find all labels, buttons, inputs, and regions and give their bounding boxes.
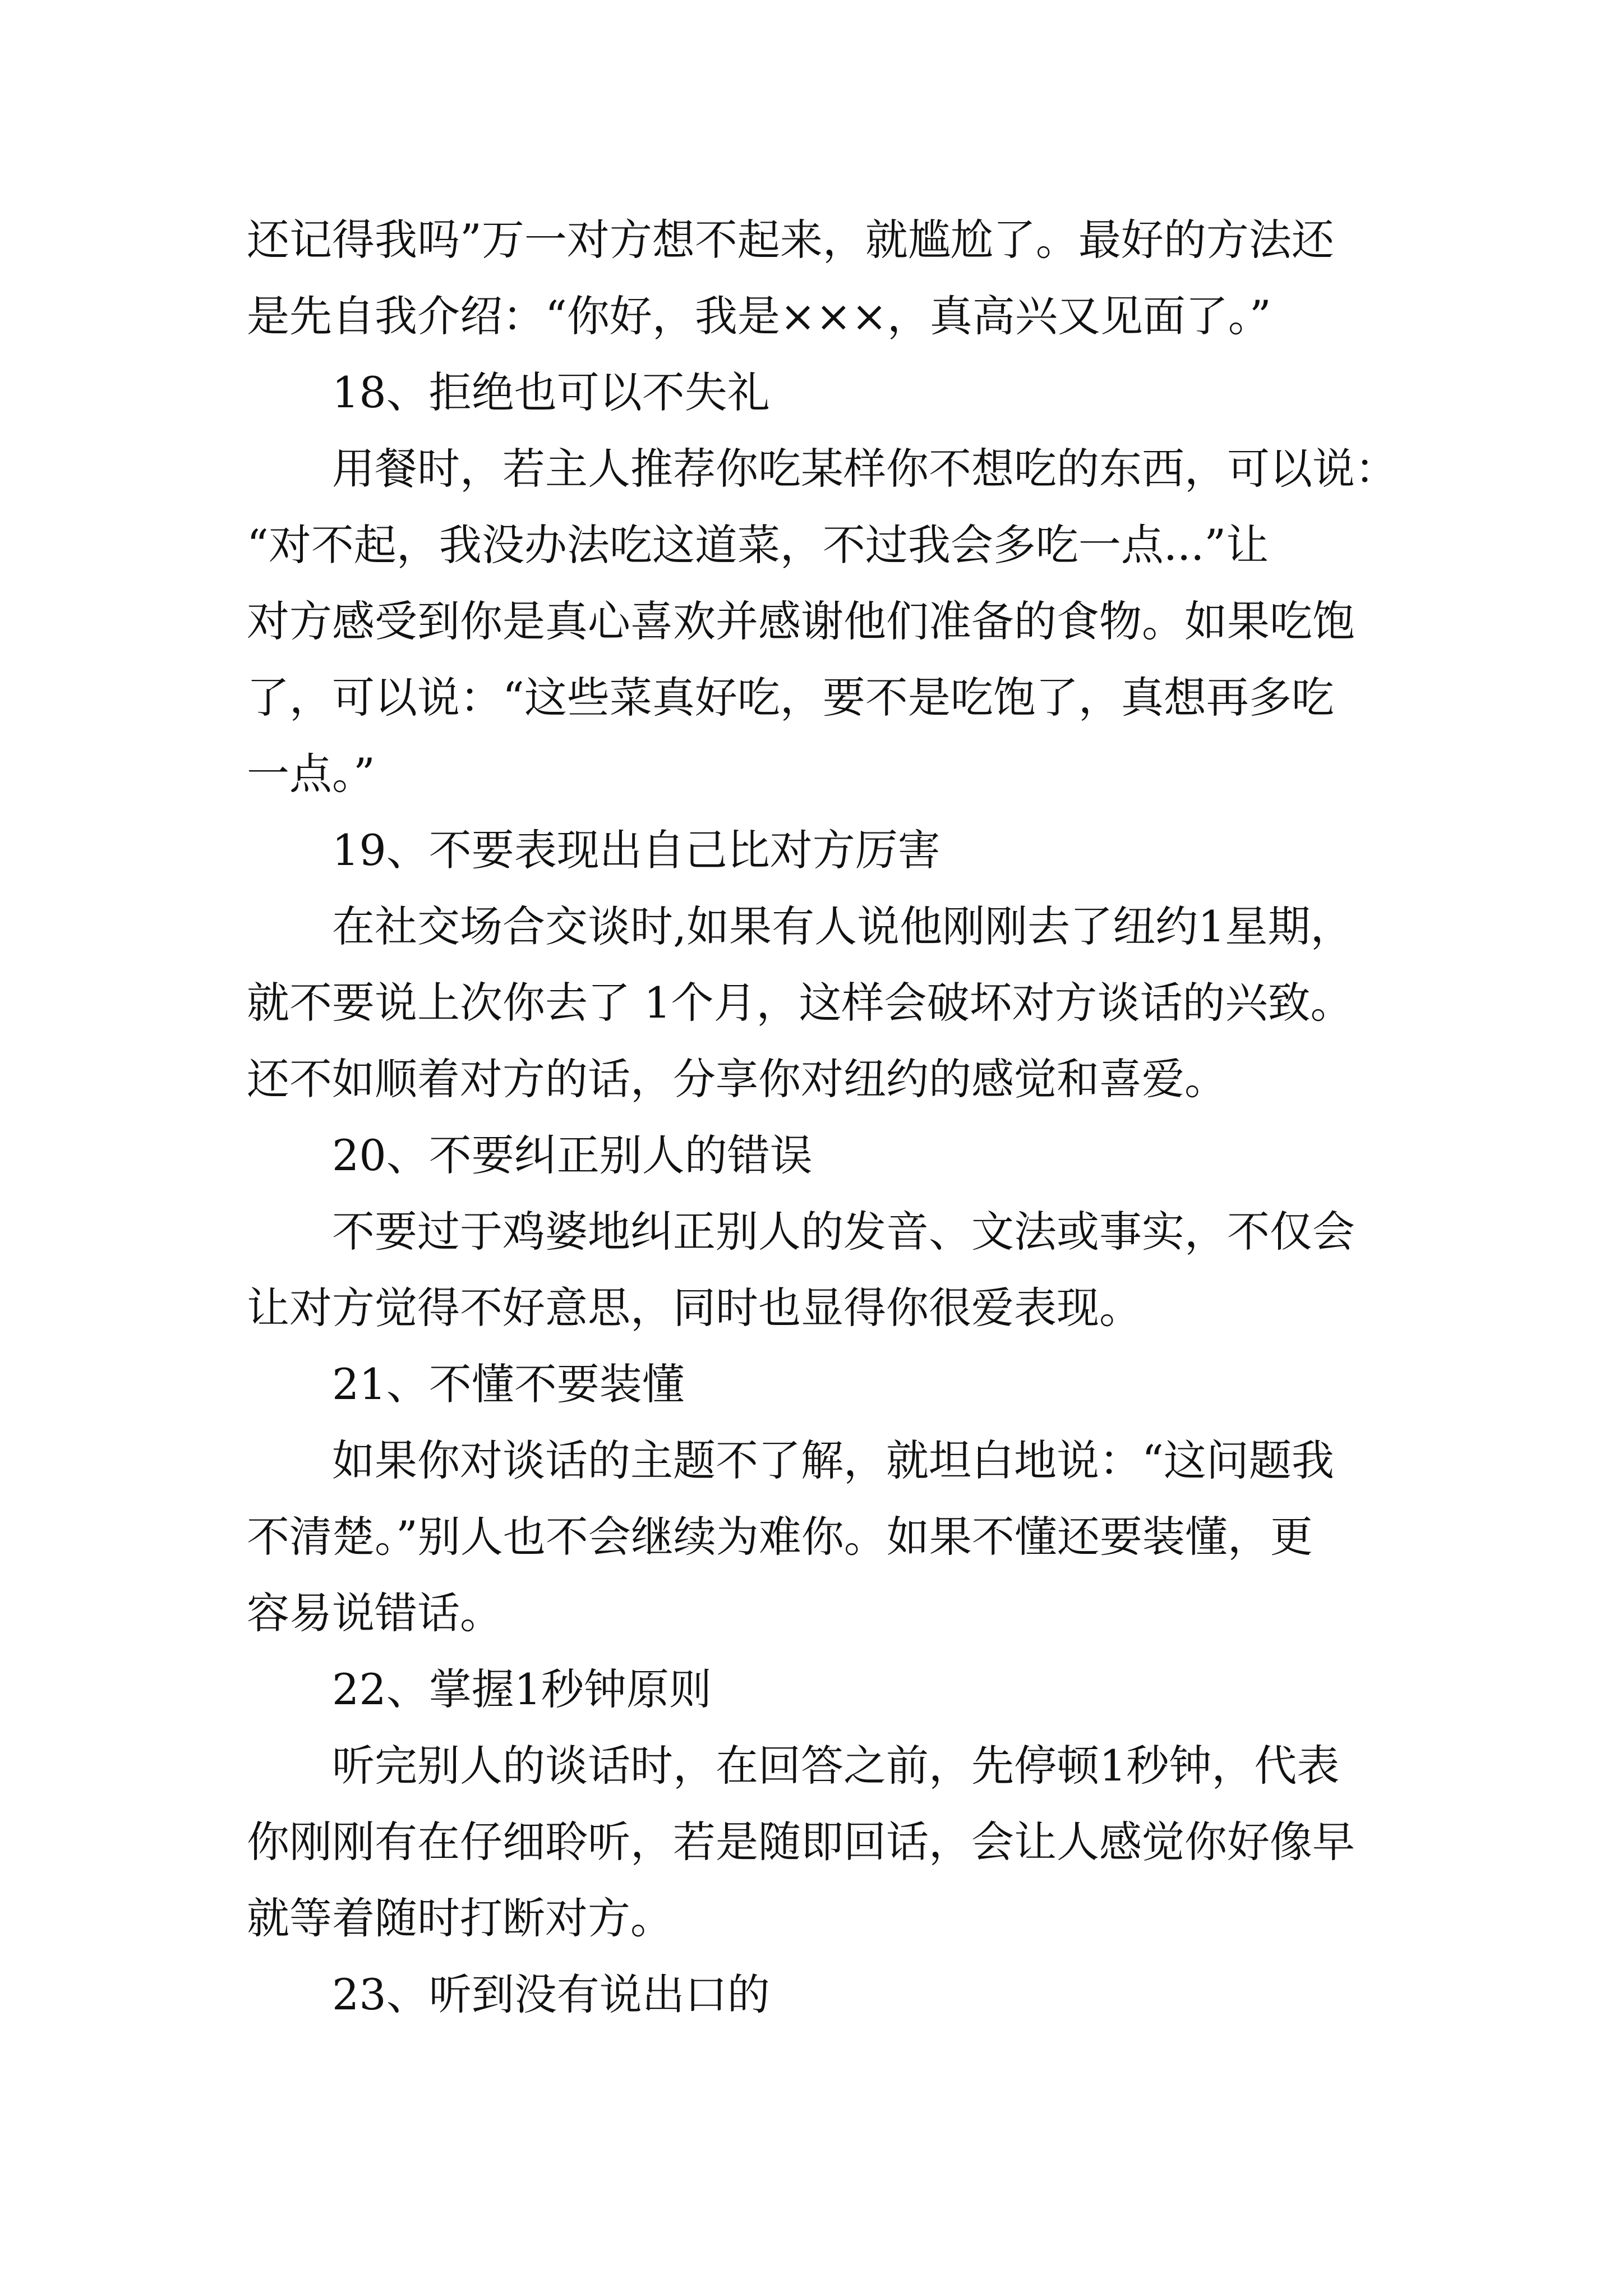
document-body	[247, 202, 1398, 2033]
text-line: 一点。”	[247, 749, 375, 799]
text-line: 了，可以说：“这些菜真好吃，要不是吃饱了，真想再多吃	[247, 673, 1334, 723]
section-heading-23: 23、听到没有说出口的	[332, 1970, 770, 2019]
text-line: 让对方觉得不好意思，同时也显得你很爱表现。	[247, 1283, 1142, 1333]
text-line: 不清楚。”别人也不会继续为难你。如果不懂还要装懂，更	[247, 1512, 1313, 1562]
text-line: 如果你对谈话的主题不了解，就坦白地说：“这问题我	[332, 1435, 1334, 1485]
text-line: 你刚刚有在仔细聆听，若是随即回话，会让人感觉你好像早	[247, 1817, 1355, 1867]
text-line: 听完别人的谈话时，在回答之前，先停顿1秒钟，代表	[332, 1741, 1340, 1791]
section-heading-20: 20、不要纠正别人的错误	[332, 1130, 813, 1180]
section-heading-22: 22、掌握1秒钟原则	[332, 1664, 712, 1714]
text-line: 用餐时，若主人推荐你吃某样你不想吃的东西，可以说：	[332, 444, 1398, 494]
section-heading-19: 19、不要表现出自己比对方厉害	[332, 825, 940, 875]
text-line: 还记得我吗”万一对方想不起来，就尴尬了。最好的方法还	[247, 215, 1334, 265]
text-line: 是先自我介绍：“你好，我是×××，真高兴又见面了。”	[247, 291, 1271, 341]
text-line: “对不起，我没办法吃这道菜，不过我会多吃一点...”让	[247, 520, 1269, 570]
text-line: 就等着随时打断对方。	[247, 1893, 673, 1943]
text-line: 容易说错话。	[247, 1588, 502, 1638]
text-line: 不要过于鸡婆地纠正别人的发音、文法或事实，不仅会	[332, 1207, 1355, 1257]
text-line: 在社交场合交谈时,如果有人说他刚刚去了纽约1星期，	[332, 901, 1353, 951]
section-heading-21: 21、不懂不要装懂	[332, 1359, 685, 1409]
text-line: 还不如顺着对方的话，分享你对纽约的感觉和喜爱。	[247, 1054, 1227, 1104]
text-line: 对方感受到你是真心喜欢并感谢他们准备的食物。如果吃饱	[247, 596, 1355, 646]
section-heading-18: 18、拒绝也可以不失礼	[332, 367, 770, 417]
text-line: 就不要说上次你去了 1个月，这样会破坏对方谈话的兴致。	[247, 978, 1353, 1028]
